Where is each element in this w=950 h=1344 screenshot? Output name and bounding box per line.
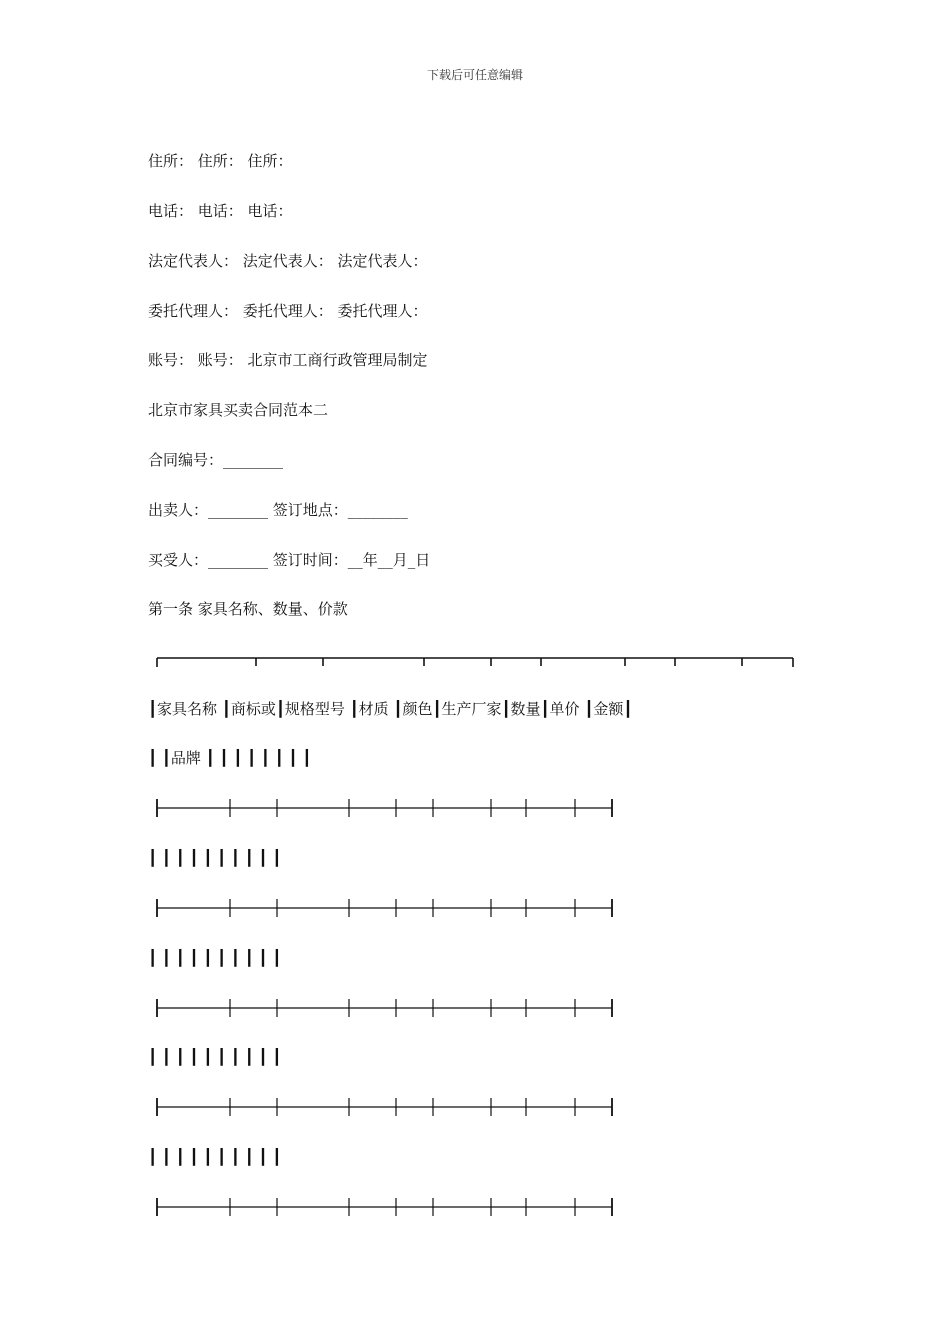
agent-line: 委托代理人： 委托代理人： 委托代理人：	[148, 302, 428, 320]
phone-line: 电话： 电话： 电话：	[148, 202, 293, 220]
seller-line: 出卖人：________ 签订地点：________	[148, 501, 408, 519]
account-line: 账号： 账号： 北京市工商行政管理局制定	[148, 351, 428, 369]
address-line: 住所： 住所： 住所：	[148, 152, 293, 170]
contract-number-line: 合同编号：________	[148, 451, 284, 469]
page-header: 下载后可任意编辑	[426, 68, 523, 82]
buyer-line: 买受人：________ 签订时间：__年__月_日	[148, 551, 431, 569]
table-row: ┃ ┃ ┃ ┃ ┃ ┃ ┃ ┃ ┃ ┃	[148, 849, 282, 867]
legal-rep-line: 法定代表人： 法定代表人： 法定代表人：	[148, 252, 428, 270]
document-title: 北京市家具买卖合同范本二	[148, 401, 329, 419]
table-header-row-2: ┃ ┃品牌 ┃ ┃ ┃ ┃ ┃ ┃ ┃ ┃	[148, 749, 312, 767]
article-one-heading: 第一条 家具名称、数量、价款	[148, 600, 348, 618]
table-header-row: ┃家具名称 ┃商标或┃规格型号 ┃材质 ┃颜色┃生产厂家┃数量┃单价 ┃金额┃	[148, 700, 633, 718]
table-row: ┃ ┃ ┃ ┃ ┃ ┃ ┃ ┃ ┃ ┃	[148, 1048, 282, 1066]
table-row: ┃ ┃ ┃ ┃ ┃ ┃ ┃ ┃ ┃ ┃	[148, 949, 282, 967]
table-row: ┃ ┃ ┃ ┃ ┃ ┃ ┃ ┃ ┃ ┃	[148, 1148, 282, 1166]
